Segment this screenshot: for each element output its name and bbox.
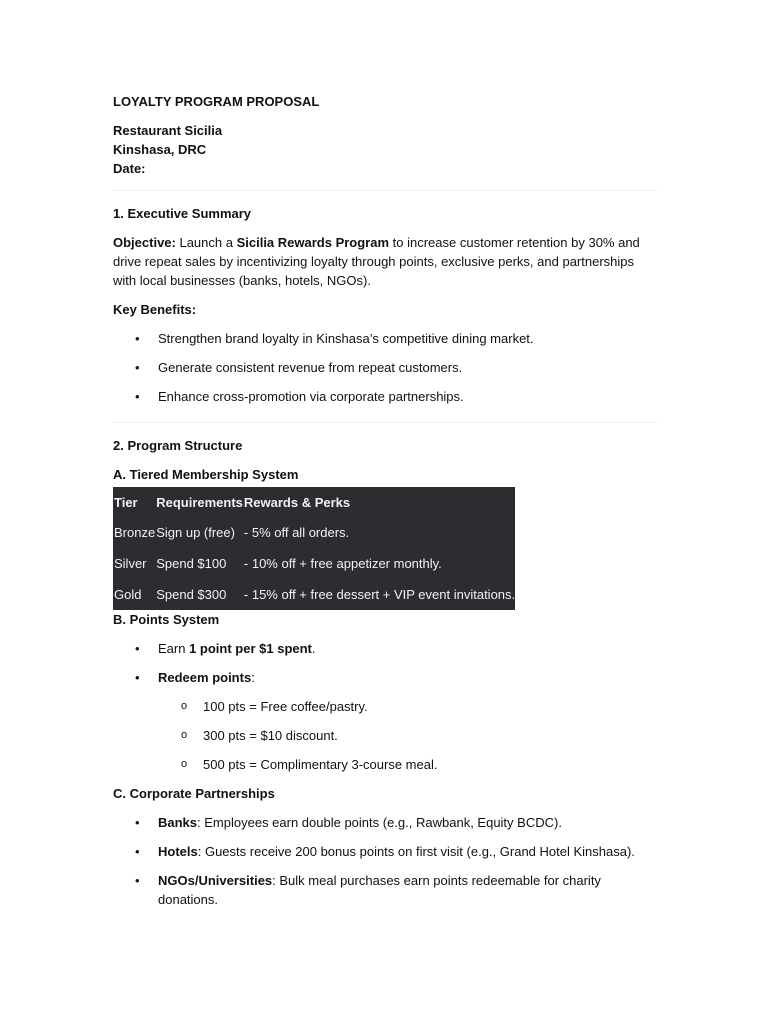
redeem-options-list [113,697,658,774]
bullet-icon: • [135,331,140,346]
table-cell: - 10% off + free appetizer monthly. [243,556,442,571]
partners-list [113,813,658,909]
earn-suffix: . [311,641,316,656]
redeem-suffix: : [251,670,255,685]
table-header-cell: Tier [114,494,138,510]
bullet-icon: • [135,844,140,859]
bullet-icon: • [135,360,140,375]
table-cell: Gold [114,587,142,602]
tier-table [113,487,515,610]
partner-text: : Bulk meal purchases earn points redeemable for charity donations. [158,873,601,907]
table-cell: Sign up (free) [156,525,235,540]
circle-bullet-icon: o [181,700,188,712]
bullet-icon: • [135,670,140,685]
document-body [113,92,658,919]
table-row [113,579,515,610]
objective-text-2: to increase customer retention by 30% and drive repeat sales by incentivizing loyalty through points, exclusive perks, and partnerships with local businesses (banks, hotels, NGOs). [113,235,640,288]
partner-label: Banks [158,815,198,830]
section-heading-executive-summary: 1. Executive Summary [113,206,252,221]
table-row [113,548,515,579]
partner-label: Hotels [158,844,198,859]
objective-label: Objective: [113,235,176,250]
partner-label: NGOs/Universities [158,873,273,888]
points-system-heading: B. Points System [113,612,220,627]
list-item [113,358,658,377]
list-item [113,726,658,745]
redeem-option-text: 500 pts = Complimentary 3-course meal. [203,757,438,772]
table-cell: Spend $100 [156,556,227,571]
document-title: LOYALTY PROGRAM PROPOSAL [113,94,320,109]
list-item [113,697,658,716]
bullet-icon: • [135,815,140,830]
table-cell: - 5% off all orders. [243,525,350,540]
table-header-row [113,487,515,517]
date-label: Date: [113,161,146,176]
corporate-partnerships-heading: C. Corporate Partnerships [113,786,275,801]
key-benefits-heading: Key Benefits: [113,302,197,317]
benefit-text: Enhance cross-promotion via corporate partnerships. [158,389,464,404]
table-header-cell: Requirements [156,494,243,510]
table-header-cell: Rewards & Perks [243,494,351,510]
benefits-list [113,329,658,406]
circle-bullet-icon: o [181,729,188,741]
bullet-icon: • [135,641,140,656]
points-list [113,639,658,687]
program-name: Sicilia Rewards Program [236,235,390,250]
bullet-icon: • [135,873,140,888]
circle-bullet-icon: o [181,758,188,770]
list-item [113,668,658,687]
list-item [113,871,658,909]
list-item [113,755,658,774]
earn-prefix: Earn [158,641,190,656]
partner-text: : Employees earn double points (e.g., Rawbank, Equity BCDC). [197,815,562,830]
tiered-membership-heading: A. Tiered Membership System [113,467,299,482]
table-cell: Bronze [114,525,156,540]
table-row [113,517,515,548]
partner-text: : Guests receive 200 bonus points on first visit (e.g., Grand Hotel Kinshasa). [197,844,635,859]
list-item [113,842,658,861]
table-cell: Spend $300 [156,587,227,602]
benefit-text: Strengthen brand loyalty in Kinshasa’s competitive dining market. [158,331,534,346]
restaurant-location: Kinshasa, DRC [113,142,207,157]
divider [113,422,658,423]
earn-rate: 1 point per $1 spent [189,641,312,656]
table-cell: Silver [114,556,147,571]
list-item [113,329,658,348]
section-heading-program-structure: 2. Program Structure [113,438,243,453]
list-item [113,813,658,832]
table-cell: - 15% off + free dessert + VIP event invitations. [243,587,516,602]
bullet-icon: • [135,389,140,404]
redeem-option-text: 300 pts = $10 discount. [203,728,338,743]
restaurant-name: Restaurant Sicilia [113,123,223,138]
benefit-text: Generate consistent revenue from repeat customers. [158,360,463,375]
list-item [113,387,658,406]
list-item [113,639,658,658]
divider [113,190,658,191]
objective-paragraph [113,233,658,290]
objective-text-1: Launch a [175,235,237,250]
redeem-label: Redeem points [158,670,252,685]
header-block [113,121,658,178]
redeem-option-text: 100 pts = Free coffee/pastry. [203,699,368,714]
